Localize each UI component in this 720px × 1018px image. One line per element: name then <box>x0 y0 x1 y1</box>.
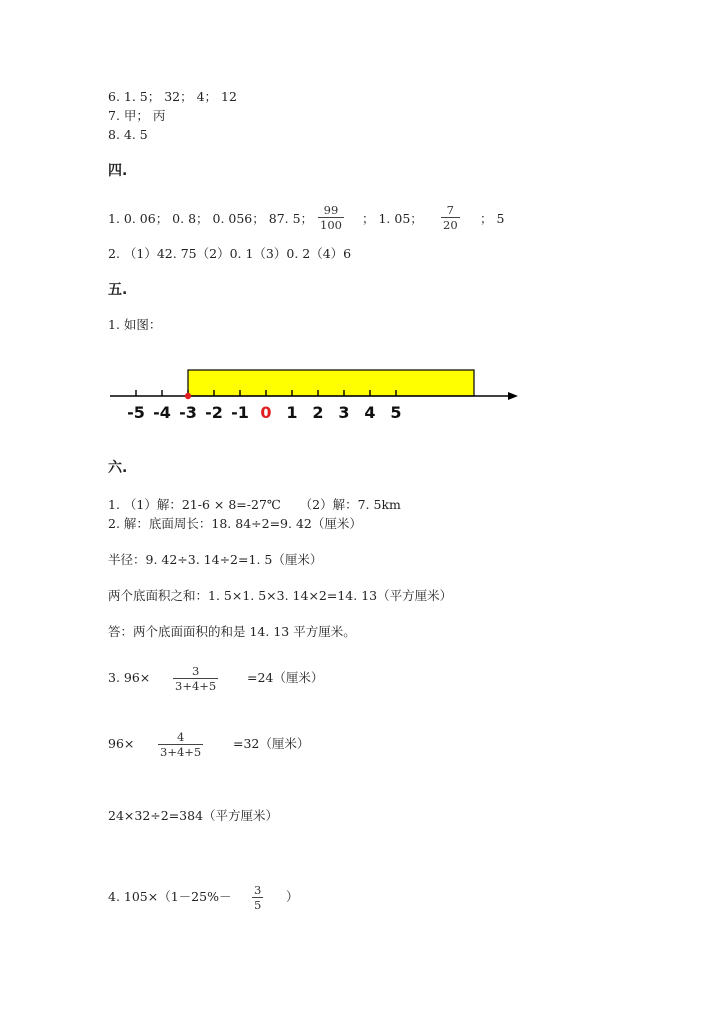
answer-6-4-prefix: 4. 105×（1－25%－ <box>108 889 232 904</box>
fraction-3-over-sum <box>173 664 218 693</box>
fraction-denominator: 20 <box>443 218 458 232</box>
tick-label: -3 <box>179 403 197 422</box>
fraction-numerator: 3 <box>254 883 262 897</box>
tick-label: -5 <box>127 403 145 422</box>
answer-4-2: 2. （1）42. 75（2）0. 1（3）0. 2（4）6 <box>108 246 352 261</box>
answer-4-1-part2: ； 1. 05； <box>362 211 423 226</box>
section-heading-6: 六. <box>108 460 128 476</box>
answer-6: 6. 1. 5； 32； 4； 12 <box>108 89 237 104</box>
fraction-numerator: 4 <box>176 730 185 744</box>
number-line-figure <box>108 360 528 430</box>
tick-label: 0 <box>260 403 272 422</box>
answer-7: 7. 甲； 丙 <box>108 108 166 123</box>
fraction-denominator: 5 <box>254 898 262 912</box>
tick-label: 3 <box>338 403 350 422</box>
answer-6-2-line3: 两个底面积之和：1. 5×1. 5×3. 14×2=14. 13（平方厘米） <box>108 588 453 603</box>
answer-6-3-b-suffix: =32（厘米） <box>233 736 310 751</box>
tick-label: -2 <box>205 403 223 422</box>
fraction-7-20 <box>441 203 460 232</box>
tick-label: 5 <box>390 403 402 422</box>
highlight-segment <box>188 370 474 396</box>
fraction-numerator: 7 <box>446 203 454 217</box>
answer-6-3-a-prefix: 3. 96× <box>108 670 151 685</box>
answer-6-2-line1: 2. 解：底面周长：18. 84÷2=9. 42（厘米） <box>108 516 362 531</box>
answer-6-2-line2: 半径：9. 42÷3. 14÷2=1. 5（厘米） <box>108 552 323 567</box>
fraction-3-5 <box>252 883 263 912</box>
answer-4-1-part3: ； 5 <box>480 211 505 226</box>
answer-4-1-part1: 1. 0. 06； 0. 8； 0. 056； 87. 5； <box>108 211 314 226</box>
answer-6-1: 1. （1）解：21-6 × 8=-27℃ （2）解：7. 5km <box>108 497 401 512</box>
tick-label: 1 <box>286 403 298 422</box>
tick-label: 2 <box>312 403 324 422</box>
fraction-numerator: 3 <box>191 664 200 678</box>
answer-8: 8. 4. 5 <box>108 127 148 142</box>
axis-arrow-icon <box>508 392 518 400</box>
section-heading-4: 四. <box>108 163 128 179</box>
answer-5-1: 1. 如图： <box>108 317 162 332</box>
fraction-99-100 <box>318 203 344 232</box>
tick-label: -4 <box>153 403 171 422</box>
tick-label: -1 <box>231 403 249 422</box>
section-heading-5: 五. <box>108 282 128 298</box>
fraction-denominator: 3+4+5 <box>175 679 217 693</box>
answer-6-3-b-prefix: 96× <box>108 736 135 751</box>
answer-6-2-line4: 答：两个底面面积的和是 14. 13 平方厘米。 <box>108 624 356 639</box>
tick-label: 4 <box>364 403 376 422</box>
fraction-4-over-sum <box>158 730 203 759</box>
fraction-numerator: 99 <box>323 203 339 217</box>
answer-6-4-suffix: ） <box>286 889 299 904</box>
answer-6-3-a-suffix: =24（厘米） <box>247 670 324 685</box>
fraction-denominator: 100 <box>320 218 342 232</box>
answer-6-3-c: 24×32÷2=384（平方厘米） <box>108 808 279 823</box>
fraction-denominator: 3+4+5 <box>160 745 202 759</box>
start-point-dot <box>185 393 191 399</box>
